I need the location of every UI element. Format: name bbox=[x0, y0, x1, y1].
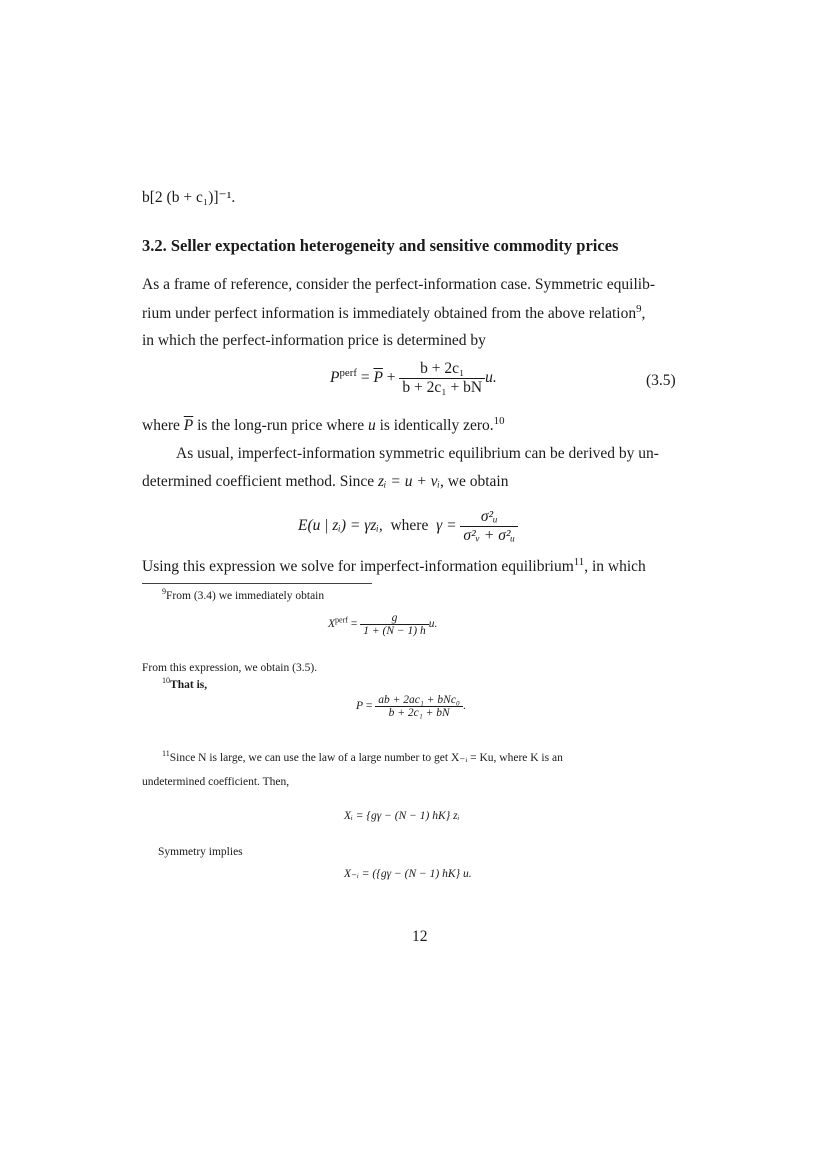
fn11-symmetry: Symmetry implies bbox=[158, 846, 243, 858]
para3-line2-b: , we obtain bbox=[440, 473, 509, 490]
gamma-symbol: γ = bbox=[436, 517, 461, 535]
fn9-eq-lhs: X bbox=[328, 618, 336, 631]
fn9-text: From (3.4) we immediately obtain bbox=[166, 590, 325, 602]
fn9-after: From this expression, we obtain (3.5). bbox=[142, 662, 318, 674]
fn10-eq-lhs: P bbox=[356, 700, 364, 713]
equation-3-5 bbox=[330, 360, 497, 397]
fn9-equation bbox=[328, 612, 437, 637]
para1-line2 bbox=[142, 302, 646, 323]
gamma-lhs: E(u | zᵢ) = γzᵢ, bbox=[298, 517, 383, 535]
fn9-eq-sup: perf bbox=[335, 615, 348, 625]
para1-line3: in which the perfect-information price is determined by bbox=[142, 332, 486, 349]
para3-line1: As usual, imperfect-information symmetric equilibrium can be derived by un- bbox=[176, 445, 659, 462]
fn11-mark: 11 bbox=[162, 749, 170, 759]
eq-pbar: $\overline{P}$ bbox=[373, 369, 383, 387]
para2 bbox=[142, 414, 505, 435]
para2-c: is identically zero. bbox=[375, 417, 494, 434]
para3-line2-a: determined coefficient method. Since bbox=[142, 473, 379, 490]
para4-b: , in which bbox=[584, 558, 646, 575]
fn11-eq1-text: Xᵢ = {gγ − (N − 1) hK} zᵢ bbox=[344, 810, 460, 822]
fn10-denominator: b + 2c₁ + bN bbox=[388, 707, 450, 719]
footnote-9 bbox=[162, 587, 325, 602]
fn9-numerator: g bbox=[360, 612, 428, 625]
gamma-fraction bbox=[460, 508, 518, 545]
eq-plus: + bbox=[382, 369, 400, 387]
para4 bbox=[142, 555, 646, 576]
section-number: 3.2. bbox=[142, 236, 167, 255]
para1-line2-text: rium under perfect information is immediately obtained from the above relation bbox=[142, 305, 637, 322]
fn11-equation-2 bbox=[344, 866, 472, 880]
fn10-eq-tail: . bbox=[462, 700, 466, 713]
footnote-11 bbox=[162, 750, 563, 764]
previous-equation-fragment: b[2 (b + c₁)]⁻¹. bbox=[142, 189, 236, 206]
gamma-denominator: σ²ᵥ + σ²ᵤ bbox=[463, 527, 516, 544]
fn10-mark: 10 bbox=[162, 676, 171, 686]
fn11-line2: undetermined coefficient. Then, bbox=[142, 776, 290, 788]
para2-b: is the long-run price where bbox=[193, 417, 368, 434]
fn11-eq2-text: X₋ᵢ = ({gγ − (N − 1) hK} u. bbox=[344, 868, 472, 880]
para1-line2-comma: , bbox=[641, 305, 646, 322]
footnote-rule bbox=[142, 583, 372, 584]
eq-lhs: P bbox=[330, 369, 340, 387]
fn10-equation bbox=[356, 694, 466, 719]
footnote-ref-9[interactable]: 9 bbox=[636, 302, 642, 315]
eq-equals: = bbox=[356, 369, 374, 387]
eq-lhs-sup: perf bbox=[339, 366, 357, 379]
eq-tail: u. bbox=[485, 369, 497, 387]
fn9-eq-equals: = bbox=[348, 618, 361, 631]
fn9-fraction bbox=[360, 612, 428, 637]
para2-pbar: $\overline{P}$ bbox=[183, 417, 194, 434]
section-title: Seller expectation heterogeneity and sensitive commodity prices bbox=[170, 236, 619, 255]
fn10-eq-equals: = bbox=[363, 700, 376, 713]
fn9-denominator: 1 + (N − 1) h bbox=[363, 625, 426, 637]
fn11-equation-1 bbox=[344, 810, 459, 822]
page-number: 12 bbox=[412, 928, 428, 945]
equation-label: (3.5) bbox=[646, 372, 676, 389]
equation-gamma bbox=[298, 508, 518, 545]
fn11-line1: Since N is large, we can use the law of a large number to get X₋ᵢ = Ku, where K is an bbox=[169, 752, 563, 764]
eq-numerator: b + 2c₁ bbox=[399, 360, 485, 379]
para3-math: zᵢ = u + vᵢ bbox=[378, 473, 441, 490]
fn10-text: That is, bbox=[170, 679, 208, 691]
para4-a: Using this expression we solve for imperfect-information equilibrium bbox=[142, 558, 574, 575]
para1-line1: As a frame of reference, consider the perfect-information case. Symmetric equilib- bbox=[142, 276, 655, 293]
eq-denominator: b + 2c₁ + bN bbox=[402, 379, 483, 396]
para2-a: where bbox=[142, 417, 184, 434]
fn9-mark: 9 bbox=[162, 587, 167, 597]
footnote-ref-10[interactable]: 10 bbox=[493, 414, 505, 427]
eq-fraction bbox=[399, 360, 485, 397]
fn10-numerator: ab + 2ac₁ + bNc₀ bbox=[375, 694, 463, 707]
fn10-fraction bbox=[375, 694, 463, 719]
fn9-eq-tail: u. bbox=[428, 618, 438, 631]
gamma-numerator: σ²ᵤ bbox=[460, 508, 518, 527]
para2-u: u bbox=[367, 417, 376, 434]
gamma-where: where bbox=[382, 517, 437, 535]
footnote-ref-11[interactable]: 11 bbox=[573, 555, 585, 568]
footnote-10 bbox=[162, 676, 208, 691]
para3-line2 bbox=[142, 473, 508, 491]
section-heading bbox=[142, 236, 618, 256]
